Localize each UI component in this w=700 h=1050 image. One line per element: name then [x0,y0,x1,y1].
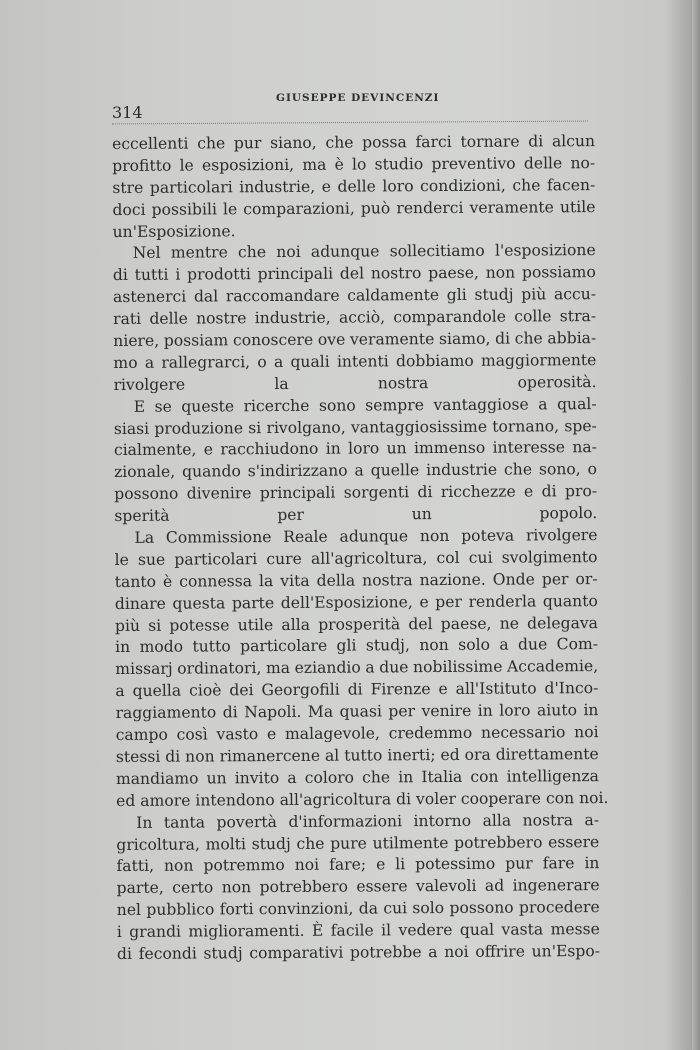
text-line: doci possibili le comparazioni, può renderci veramente utile [112,197,596,219]
text-line: fatti, non potremmo noi fare; e li potessimo pur fare in [116,854,600,876]
text-line: possono divenire principali sorgenti di ricchezze e di pro- [114,482,598,504]
text-line: mandiamo un invito a coloro che in Italia con intelligenza [115,766,599,788]
book-edge [692,0,700,1050]
page-number: 314 [112,103,143,122]
text-line: di tutti i prodotti principali del nostro paese, non possiamo [112,263,596,285]
text-line: In tanta povertà d'informazioni intorno alla nostra a- [136,810,600,832]
body-text [112,131,609,966]
text-line: campo così vasto e malagevole, credemmo necessario noi [115,723,599,745]
text-line: più si potesse utile alla prosperità del paese, ne delegava [114,613,599,635]
text-line: nel pubblico forti convinzioni, da cui solo possono procedere [116,898,600,920]
text-line: E se queste ricerche sono sempre vantaggiose a qual- [133,394,597,416]
text-line: ed amore intendono all'agricoltura di voler cooperare con noi. [116,788,609,810]
text-line: i grandi miglioramenti. È facile il vedere qual vasta messe [116,920,600,942]
text-line: profitto le esposizioni, ma è lo studio preventivo delle no- [112,153,596,175]
text-line: gricoltura, molti studj che pure utilmente potrebbero essere [116,832,600,854]
text-line: dinare questa parte dell'Esposizione, e per renderla quanto [114,591,598,613]
text-line: niere, possiam conoscere ove veramente siamo, di che abbia- [113,329,597,351]
text-line: a quella cioè dei Georgofili di Firenze e all'Istituto d'Inco- [115,679,599,701]
header-rule [112,121,588,125]
text-line: un'Esposizione. [112,221,236,241]
text-line: La Commissione Reale adunque non poteva rivolgere [134,526,598,547]
text-line: stessi di non rimanercene al tutto inerti; ed ora direttamente [115,744,599,766]
running-head: GIUSEPPE DEVINCENZI [276,92,440,104]
text-line: zionale, quando s'indirizzano a quelle industrie che sono, o [114,460,598,482]
text-line: mo a rallegrarci, o a quali intenti dobbiamo maggiormente [113,350,597,372]
text-line: le sue particolari cure all'agricoltura, col cui svolgimento [114,547,598,569]
text-line: rivolgere la nostra operosità. [113,372,597,394]
text-line: astenerci dal raccomandare caldamente gli studj più accu- [112,285,597,307]
text-line: parte, certo non potrebbero essere valevoli ad ingenerare [116,876,600,898]
text-line: eccellenti che pur siano, che possa farci tornare di alcun [112,132,596,153]
text-line: di fecondi studj comparativi potrebbe a noi offrire un'Espo- [116,941,601,963]
text-line: siasi produzione si rivolgano, vantaggiosissime tornano, spe- [113,416,597,438]
text-line: cialmente, e racchiudono in loro un immenso interesse na- [113,438,597,460]
text-line: in modo tutto particolare gli studj, non solo a due Com- [115,635,599,657]
text-line: Nel mentre che noi adunque sollecitiamo l'esposizione [132,241,596,263]
text-line: missarj ordinatori, ma eziandio a due nobilissime Accademie, [115,657,599,679]
text-line: sperità per un popolo. [114,504,598,526]
text-line: rati delle nostre industrie, acciò, comparandole colle stra- [113,307,597,329]
text-line: stre particolari industrie, e delle loro condizioni, che facen- [112,175,596,197]
text-line: raggiamento di Napoli. Ma quasi per venire in loro aiuto in [115,701,599,723]
text-line: tanto è connessa la vita della nostra nazione. Onde per or- [114,569,598,591]
